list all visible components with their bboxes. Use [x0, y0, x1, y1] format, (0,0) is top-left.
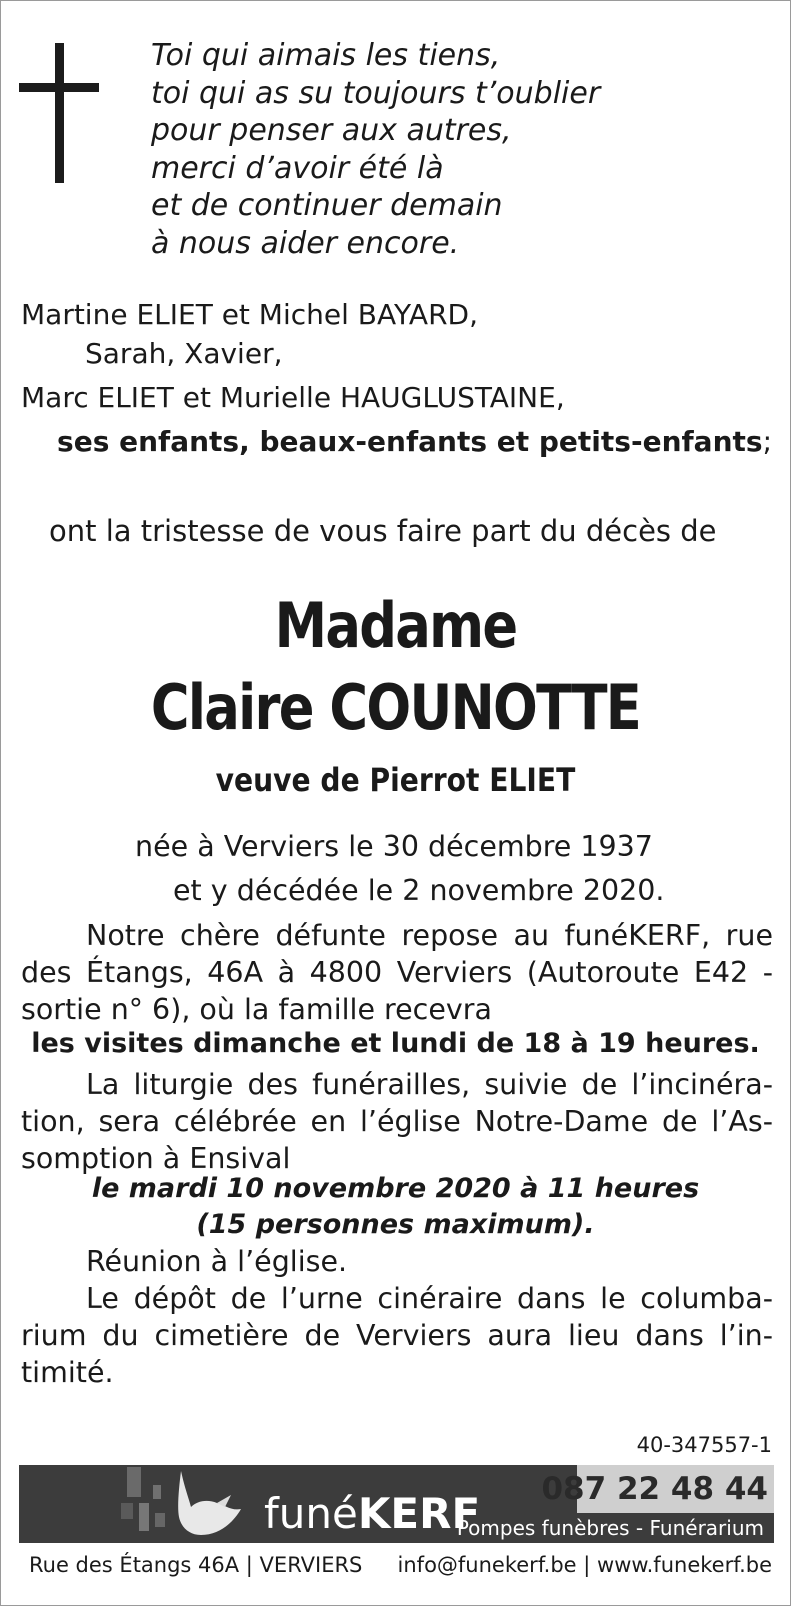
family-line-2: Sarah, Xavier, [85, 337, 283, 370]
body-line: La liturgie des funérailles, suivie de l’incinéra- [86, 1068, 773, 1101]
poem [151, 37, 600, 262]
poem-line: merci d’avoir été là [151, 150, 444, 186]
tagline: Pompes funèbres - Funérarium [456, 1516, 764, 1540]
widow-line: veuve de Pierrot ELIET [215, 761, 576, 799]
birth-line: née à Verviers le 30 décembre 1937 [135, 830, 653, 863]
body-line: des Étangs, 46A à 4800 Verviers (Autoroute E42 - [21, 956, 773, 989]
poem-line: à nous aider encore. [151, 225, 460, 261]
body-line: Le dépôt de l’urne cinéraire dans le columba- [86, 1282, 773, 1315]
body-line: timité. [21, 1356, 114, 1389]
poem-line: toi qui as su toujours t’oublier [151, 75, 601, 111]
urn-paragraph [21, 1280, 773, 1391]
reunion-paragraph [21, 1243, 773, 1280]
family-line-1: Martine ELIET et Michel BAYARD, [21, 298, 478, 331]
body-line: somption à Ensival [21, 1142, 291, 1175]
funeral-home-banner [19, 1465, 774, 1543]
ceremony-datetime: le mardi 10 novembre 2020 à 11 heures [91, 1173, 700, 1204]
brand-light: funé [264, 1489, 358, 1538]
body-line: sortie n° 6), où la famille recevra [21, 993, 492, 1026]
phone-number: 087 22 48 44 [541, 1471, 768, 1507]
reference-number: 40-347557-1 [636, 1433, 772, 1457]
relation-punct: ; [762, 425, 772, 458]
footer-contact: info@funekerf.be | www.funekerf.be [397, 1553, 772, 1577]
dove-logo-icon [119, 1465, 269, 1543]
death-line: et y décédée le 2 novembre 2020. [173, 874, 665, 907]
family-relation [57, 425, 772, 458]
body-line: tion, sera célébrée en l’église Notre-Dame de l’As- [21, 1105, 773, 1138]
deceased-name: Claire COUNOTTE [150, 671, 641, 744]
rest-paragraph [21, 917, 773, 1028]
visits-line: les visites dimanche et lundi de 18 à 19 heures. [31, 1028, 760, 1059]
poem-line: Toi qui aimais les tiens, [151, 38, 501, 73]
brand-logo [264, 1489, 480, 1538]
deceased-title: Madame [274, 589, 517, 662]
ceremony-capacity: (15 personnes maximum). [196, 1209, 595, 1240]
relation-text: ses enfants, beaux-enfants et petits-enfants [57, 425, 763, 458]
body-line: rium du cimetière de Verviers aura lieu dans l’in- [21, 1319, 773, 1352]
announcement: ont la tristesse de vous faire part du décès de [49, 514, 717, 548]
poem-line: et de continuer demain [151, 188, 503, 223]
body-line: Notre chère défunte repose au funéKERF, rue [86, 919, 773, 952]
body-line: Réunion à l’église. [86, 1245, 348, 1278]
phone-box [541, 1465, 774, 1513]
cross-icon [19, 43, 99, 183]
liturgy-paragraph [21, 1066, 773, 1177]
brand-bold: KERF [357, 1489, 481, 1538]
family-line-3: Marc ELIET et Murielle HAUGLUSTAINE, [21, 381, 565, 414]
footer-address: Rue des Étangs 46A | VERVIERS [29, 1553, 363, 1577]
poem-line: pour penser aux autres, [151, 113, 512, 148]
